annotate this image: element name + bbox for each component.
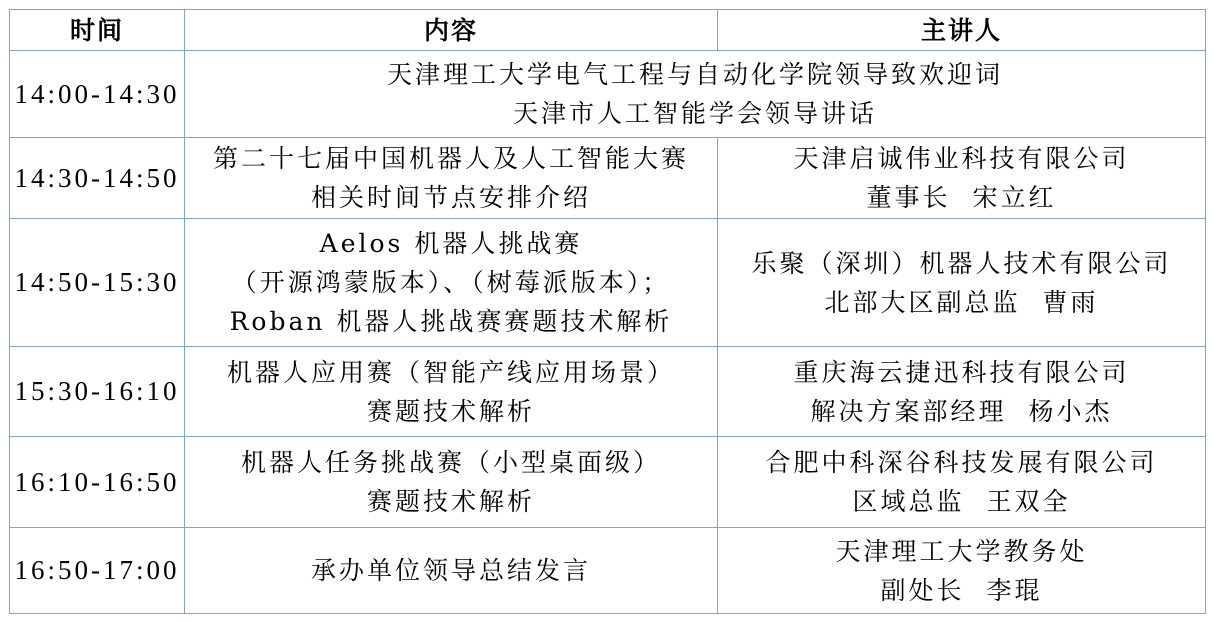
speaker-line: 解决方案部经理 杨小杰 [810,396,1113,426]
speaker-cell [718,347,1206,437]
table-row [10,437,1206,528]
content-line: Roban 机器人挑战赛赛题技术解析 [229,307,673,336]
speaker-cell [718,528,1206,614]
speaker-line: 北部大区副总监 曹雨 [824,287,1099,317]
content-line: 赛题技术解析 [366,487,535,516]
content-cell [185,528,718,614]
table-row [10,528,1206,614]
table-row [10,219,1206,347]
schedule-table [9,9,1206,614]
table-row [10,51,1206,138]
content-cell [185,138,718,219]
content-line: Aelos 机器人挑战赛 [319,229,583,258]
content-line: 承办单位领导总结发言 [310,556,591,585]
time-cell: 14:50-15:30 [10,219,185,347]
time-cell: 14:00-14:30 [10,51,185,138]
time-cell: 15:30-16:10 [10,347,185,437]
content-cell [185,51,1206,138]
speaker-line: 天津理工大学教务处 [835,536,1088,566]
speaker-cell [718,138,1206,219]
content-cell [185,437,718,528]
speaker-line: 重庆海云捷迅科技有限公司 [793,357,1130,387]
content-line: 机器人任务挑战赛（小型桌面级） [240,448,661,477]
table-row [10,138,1206,219]
speaker-line: 副处长 李琨 [880,575,1043,605]
content-line: 第二十七届中国机器人及人工智能大赛 [212,144,689,173]
content-line: 天津市人工智能学会领导讲话 [512,99,877,128]
content-line: （开源鸿蒙版本）、（树莓派版本）； [231,268,671,297]
content-line: 机器人应用赛（智能产线应用场景） [226,357,675,387]
speaker-line: 区域总监 王双全 [852,487,1071,516]
time-cell: 14:30-14:50 [10,138,185,219]
time-cell: 16:50-17:00 [10,528,185,614]
table-row [10,347,1206,437]
speaker-line: 合肥中科深谷科技发展有限公司 [765,448,1158,477]
content-line: 相关时间节点安排介绍 [310,183,591,212]
speaker-cell [718,219,1206,347]
content-cell [185,347,718,437]
speaker-line: 乐聚（深圳）机器人技术有限公司 [751,248,1172,278]
content-line: 赛题技术解析 [366,396,535,426]
content-cell [185,219,718,347]
header-content: 内容 [185,10,718,51]
speaker-line: 董事长 宋立红 [866,183,1057,212]
header-time: 时间 [10,10,185,51]
header-speaker: 主讲人 [718,10,1206,51]
time-cell: 16:10-16:50 [10,437,185,528]
content-line: 天津理工大学电气工程与自动化学院领导致欢迎词 [386,60,1003,89]
speaker-line: 天津启诚伟业科技有限公司 [793,144,1130,173]
table-header-row [10,10,1206,51]
speaker-cell [718,437,1206,528]
